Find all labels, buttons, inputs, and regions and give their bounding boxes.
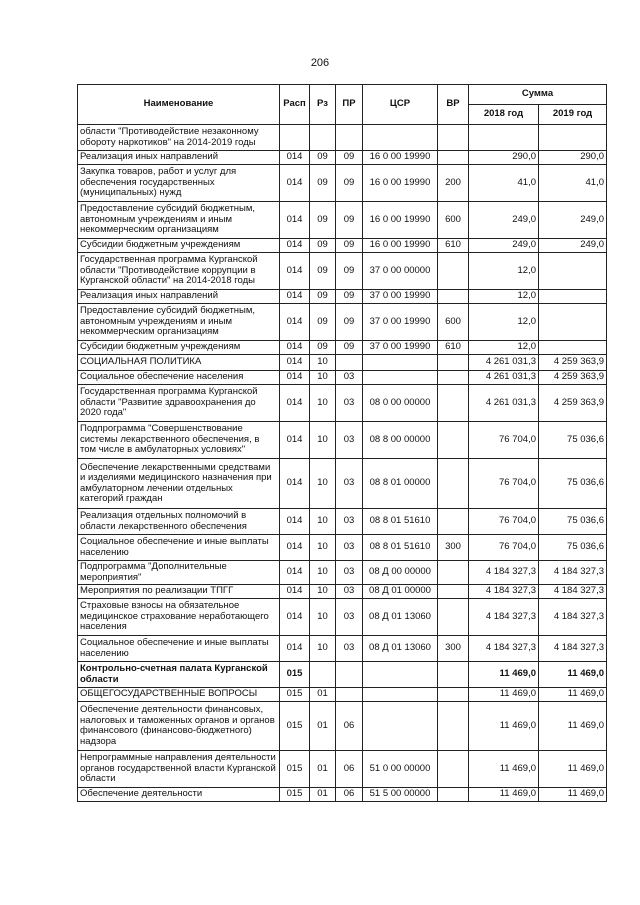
cell-vr — [438, 599, 469, 636]
header-sum: Сумма — [469, 85, 607, 105]
cell-vr — [438, 459, 469, 509]
table-row — [78, 509, 607, 535]
cell-2019 — [539, 253, 607, 290]
cell-vr — [438, 371, 469, 385]
cell-pr: 09 — [336, 304, 363, 341]
cell-rz: 09 — [310, 165, 336, 202]
cell-name: Обеспечение лекарственными средствами и изделиями медицинского назначения при амбулаторном лечении отдельных категорий граждан — [78, 459, 280, 509]
table-row — [78, 422, 607, 459]
cell-name: Обеспечение деятельности — [78, 788, 280, 802]
cell-2019: 4 259 363,9 — [539, 371, 607, 385]
cell-csr — [363, 371, 438, 385]
cell-vr: 610 — [438, 341, 469, 355]
table-row — [78, 585, 607, 599]
cell-vr — [438, 788, 469, 802]
cell-pr: 06 — [336, 788, 363, 802]
cell-2018: 76 704,0 — [469, 422, 539, 459]
cell-2019: 75 036,6 — [539, 459, 607, 509]
cell-vr — [438, 385, 469, 422]
cell-pr: 03 — [336, 535, 363, 561]
cell-name: Субсидии бюджетным учреждениям — [78, 239, 280, 253]
cell-pr — [336, 662, 363, 688]
cell-vr — [438, 662, 469, 688]
cell-pr — [336, 355, 363, 371]
table-row — [78, 165, 607, 202]
cell-pr — [336, 688, 363, 702]
cell-2019: 75 036,6 — [539, 509, 607, 535]
cell-pr: 09 — [336, 253, 363, 290]
cell-rz: 01 — [310, 688, 336, 702]
cell-pr: 09 — [336, 165, 363, 202]
cell-rasp: 014 — [280, 385, 310, 422]
table-row — [78, 355, 607, 371]
cell-name: Подпрограмма "Дополнительные мероприятия" — [78, 561, 280, 585]
table-body — [78, 125, 607, 802]
table-row — [78, 702, 607, 751]
cell-vr — [438, 422, 469, 459]
cell-rasp: 014 — [280, 355, 310, 371]
cell-pr: 03 — [336, 561, 363, 585]
cell-rz: 10 — [310, 599, 336, 636]
cell-vr — [438, 561, 469, 585]
cell-2019: 11 469,0 — [539, 702, 607, 751]
cell-csr: 08 Д 01 00000 — [363, 585, 438, 599]
cell-rz: 10 — [310, 422, 336, 459]
cell-rasp: 014 — [280, 253, 310, 290]
cell-vr — [438, 688, 469, 702]
cell-rasp: 014 — [280, 341, 310, 355]
cell-pr: 03 — [336, 636, 363, 662]
cell-csr — [363, 662, 438, 688]
table-row — [78, 385, 607, 422]
cell-rasp: 014 — [280, 585, 310, 599]
cell-2019: 11 469,0 — [539, 688, 607, 702]
cell-csr: 51 5 00 00000 — [363, 788, 438, 802]
cell-rz: 10 — [310, 509, 336, 535]
budget-table — [77, 84, 607, 802]
cell-rz: 10 — [310, 371, 336, 385]
cell-rasp: 014 — [280, 290, 310, 304]
cell-rasp: 014 — [280, 422, 310, 459]
cell-2019: 249,0 — [539, 202, 607, 239]
cell-pr: 03 — [336, 585, 363, 599]
cell-pr: 03 — [336, 385, 363, 422]
cell-2018: 4 184 327,3 — [469, 599, 539, 636]
cell-vr — [438, 585, 469, 599]
cell-rz: 09 — [310, 304, 336, 341]
cell-2018: 76 704,0 — [469, 459, 539, 509]
cell-vr — [438, 151, 469, 165]
cell-rasp: 015 — [280, 662, 310, 688]
cell-2018: 4 261 031,3 — [469, 371, 539, 385]
cell-2018: 76 704,0 — [469, 509, 539, 535]
cell-2019 — [539, 341, 607, 355]
cell-csr: 37 0 00 19990 — [363, 341, 438, 355]
cell-2018: 4 184 327,3 — [469, 636, 539, 662]
table-row — [78, 253, 607, 290]
cell-pr: 06 — [336, 702, 363, 751]
cell-2018: 11 469,0 — [469, 688, 539, 702]
cell-2019: 41,0 — [539, 165, 607, 202]
page-number: 206 — [310, 57, 330, 69]
cell-rz: 10 — [310, 535, 336, 561]
cell-csr — [363, 688, 438, 702]
cell-pr — [336, 125, 363, 151]
cell-rasp: 014 — [280, 151, 310, 165]
cell-pr: 03 — [336, 599, 363, 636]
table-row — [78, 125, 607, 151]
cell-rz: 09 — [310, 239, 336, 253]
cell-2019: 4 184 327,3 — [539, 585, 607, 599]
cell-vr — [438, 702, 469, 751]
cell-rasp: 014 — [280, 371, 310, 385]
cell-vr: 610 — [438, 239, 469, 253]
cell-2019 — [539, 125, 607, 151]
cell-2018: 290,0 — [469, 151, 539, 165]
cell-2019: 11 469,0 — [539, 662, 607, 688]
cell-rz: 10 — [310, 585, 336, 599]
cell-csr: 08 8 01 00000 — [363, 459, 438, 509]
cell-2018: 11 469,0 — [469, 702, 539, 751]
cell-pr: 09 — [336, 202, 363, 239]
table-row — [78, 662, 607, 688]
cell-pr: 03 — [336, 422, 363, 459]
cell-name: Непрограммные направления деятельности органов государственной власти Курганской области — [78, 751, 280, 788]
cell-2018: 76 704,0 — [469, 535, 539, 561]
cell-pr: 03 — [336, 371, 363, 385]
header-rasp: Расп — [280, 85, 310, 125]
cell-rz: 10 — [310, 355, 336, 371]
cell-rz — [310, 662, 336, 688]
table-row — [78, 341, 607, 355]
cell-rasp: 014 — [280, 561, 310, 585]
cell-name: СОЦИАЛЬНАЯ ПОЛИТИКА — [78, 355, 280, 371]
cell-name: Предоставление субсидий бюджетным, автономным учреждениям и иным некоммерческим организациям — [78, 202, 280, 239]
cell-csr: 16 0 00 19990 — [363, 151, 438, 165]
cell-vr — [438, 253, 469, 290]
cell-vr — [438, 509, 469, 535]
table-row — [78, 151, 607, 165]
cell-csr: 37 0 00 19990 — [363, 304, 438, 341]
table-row — [78, 202, 607, 239]
cell-vr: 600 — [438, 304, 469, 341]
cell-rasp: 015 — [280, 702, 310, 751]
header-year-2018: 2018 год — [469, 105, 539, 125]
cell-2019: 4 184 327,3 — [539, 599, 607, 636]
cell-rasp: 014 — [280, 599, 310, 636]
cell-name: Реализация иных направлений — [78, 290, 280, 304]
cell-name: Страховые взносы на обязательное медицинское страхование неработающего населения — [78, 599, 280, 636]
table-row — [78, 599, 607, 636]
cell-2018: 249,0 — [469, 239, 539, 253]
header-name: Наименование — [78, 85, 280, 125]
cell-pr: 09 — [336, 290, 363, 304]
cell-vr: 200 — [438, 165, 469, 202]
cell-vr: 600 — [438, 202, 469, 239]
cell-rz — [310, 125, 336, 151]
cell-csr: 08 Д 01 13060 — [363, 599, 438, 636]
cell-rz: 01 — [310, 702, 336, 751]
cell-rasp: 015 — [280, 788, 310, 802]
cell-name: области "Противодействие незаконному обороту наркотиков" на 2014-2019 годы — [78, 125, 280, 151]
cell-csr: 08 8 01 51610 — [363, 509, 438, 535]
cell-name: Подпрограмма "Совершенствование системы лекарственного обеспечения, в том числе в амбулаторных условиях" — [78, 422, 280, 459]
cell-name: ОБЩЕГОСУДАРСТВЕННЫЕ ВОПРОСЫ — [78, 688, 280, 702]
cell-rz: 09 — [310, 253, 336, 290]
cell-2018: 4 184 327,3 — [469, 561, 539, 585]
cell-2018: 12,0 — [469, 341, 539, 355]
header-year-2019: 2019 год — [539, 105, 607, 125]
cell-rasp: 014 — [280, 239, 310, 253]
header-pr: ПР — [336, 85, 363, 125]
cell-2018: 12,0 — [469, 253, 539, 290]
cell-name: Предоставление субсидий бюджетным, автономным учреждениям и иным некоммерческим организациям — [78, 304, 280, 341]
cell-pr: 03 — [336, 509, 363, 535]
cell-csr: 08 8 01 51610 — [363, 535, 438, 561]
cell-csr: 08 Д 00 00000 — [363, 561, 438, 585]
cell-2019: 4 259 363,9 — [539, 385, 607, 422]
cell-rz: 09 — [310, 290, 336, 304]
cell-2018: 4 184 327,3 — [469, 585, 539, 599]
cell-pr: 06 — [336, 751, 363, 788]
cell-name: Обеспечение деятельности финансовых, налоговых и таможенных органов и органов финансового (финансово-бюджетного) надзора — [78, 702, 280, 751]
cell-rasp: 014 — [280, 509, 310, 535]
cell-rasp: 014 — [280, 636, 310, 662]
cell-name: Социальное обеспечение и иные выплаты населению — [78, 636, 280, 662]
cell-csr — [363, 702, 438, 751]
header-rz: Рз — [310, 85, 336, 125]
cell-2019: 290,0 — [539, 151, 607, 165]
table-row — [78, 535, 607, 561]
cell-rz: 09 — [310, 151, 336, 165]
cell-name: Реализация иных направлений — [78, 151, 280, 165]
cell-name: Контрольно-счетная палата Курганской области — [78, 662, 280, 688]
cell-rasp: 014 — [280, 459, 310, 509]
cell-csr: 37 0 00 19990 — [363, 290, 438, 304]
cell-rz: 10 — [310, 385, 336, 422]
table-row — [78, 304, 607, 341]
cell-2018: 11 469,0 — [469, 788, 539, 802]
cell-2019: 75 036,6 — [539, 422, 607, 459]
cell-csr: 16 0 00 19990 — [363, 239, 438, 253]
table-row — [78, 788, 607, 802]
table-row — [78, 239, 607, 253]
cell-2019: 75 036,6 — [539, 535, 607, 561]
cell-name: Социальное обеспечение и иные выплаты населению — [78, 535, 280, 561]
table-row — [78, 459, 607, 509]
cell-vr — [438, 125, 469, 151]
cell-name: Государственная программа Курганской области "Противодействие коррупции в Курганской области" на 2014-2018 годы — [78, 253, 280, 290]
cell-rz: 10 — [310, 636, 336, 662]
cell-rasp — [280, 125, 310, 151]
cell-csr: 16 0 00 19990 — [363, 165, 438, 202]
cell-pr: 09 — [336, 341, 363, 355]
cell-2018: 4 261 031,3 — [469, 385, 539, 422]
cell-2019: 249,0 — [539, 239, 607, 253]
cell-name: Государственная программа Курганской области "Развитие здравоохранения до 2020 года" — [78, 385, 280, 422]
cell-rasp: 014 — [280, 535, 310, 561]
cell-rz: 09 — [310, 341, 336, 355]
cell-rasp: 014 — [280, 165, 310, 202]
cell-csr: 08 8 00 00000 — [363, 422, 438, 459]
header-vr: ВР — [438, 85, 469, 125]
cell-vr: 300 — [438, 535, 469, 561]
cell-2018: 11 469,0 — [469, 751, 539, 788]
cell-csr: 16 0 00 19990 — [363, 202, 438, 239]
cell-csr: 37 0 00 00000 — [363, 253, 438, 290]
cell-vr: 300 — [438, 636, 469, 662]
cell-csr — [363, 125, 438, 151]
cell-2019 — [539, 304, 607, 341]
cell-pr: 09 — [336, 151, 363, 165]
cell-name: Социальное обеспечение населения — [78, 371, 280, 385]
cell-csr: 08 Д 01 13060 — [363, 636, 438, 662]
cell-vr — [438, 290, 469, 304]
cell-2018: 4 261 031,3 — [469, 355, 539, 371]
table-row — [78, 636, 607, 662]
cell-csr: 51 0 00 00000 — [363, 751, 438, 788]
cell-2018: 11 469,0 — [469, 662, 539, 688]
cell-vr — [438, 751, 469, 788]
cell-2019: 11 469,0 — [539, 788, 607, 802]
cell-rz: 09 — [310, 202, 336, 239]
cell-rz: 01 — [310, 751, 336, 788]
cell-rz: 10 — [310, 459, 336, 509]
cell-name: Закупка товаров, работ и услуг для обеспечения государственных (муниципальных) нужд — [78, 165, 280, 202]
cell-rasp: 015 — [280, 688, 310, 702]
cell-name: Реализация отдельных полномочий в области лекарственного обеспечения — [78, 509, 280, 535]
cell-2019 — [539, 290, 607, 304]
cell-2019: 4 184 327,3 — [539, 636, 607, 662]
cell-pr: 03 — [336, 459, 363, 509]
cell-rasp: 014 — [280, 304, 310, 341]
cell-name: Субсидии бюджетным учреждениям — [78, 341, 280, 355]
cell-rz: 10 — [310, 561, 336, 585]
cell-2018: 12,0 — [469, 304, 539, 341]
header-csr: ЦСР — [363, 85, 438, 125]
cell-2018 — [469, 125, 539, 151]
cell-2018: 12,0 — [469, 290, 539, 304]
cell-csr: 08 0 00 00000 — [363, 385, 438, 422]
cell-2018: 41,0 — [469, 165, 539, 202]
cell-vr — [438, 355, 469, 371]
table-row — [78, 688, 607, 702]
cell-2019: 4 184 327,3 — [539, 561, 607, 585]
cell-2018: 249,0 — [469, 202, 539, 239]
cell-rasp: 014 — [280, 202, 310, 239]
table-row — [78, 561, 607, 585]
table-header — [78, 85, 607, 125]
table-row — [78, 290, 607, 304]
cell-csr — [363, 355, 438, 371]
cell-name: Мероприятия по реализации ТПГГ — [78, 585, 280, 599]
table-row — [78, 751, 607, 788]
cell-rz: 01 — [310, 788, 336, 802]
cell-pr: 09 — [336, 239, 363, 253]
table-row — [78, 371, 607, 385]
cell-2019: 4 259 363,9 — [539, 355, 607, 371]
cell-rasp: 015 — [280, 751, 310, 788]
cell-2019: 11 469,0 — [539, 751, 607, 788]
